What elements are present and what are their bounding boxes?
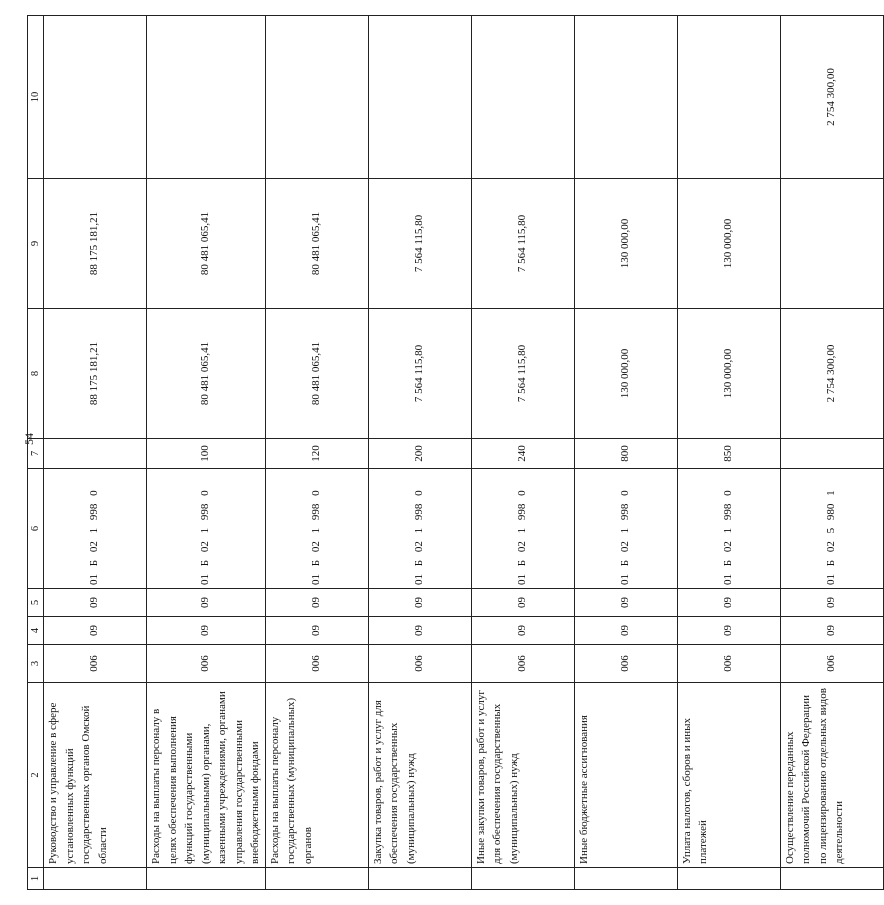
row-name-cell: Расходы на выплаты персоналу в целях обеспечения выполнения функций государственными (муниципальными) органами, казенными учреждениями, органами управления государственными внебюджетными фондами: [147, 683, 266, 868]
row-number-cell: [265, 868, 368, 890]
ministry-code-cell: 006: [368, 645, 471, 683]
subsection-code-cell: 09: [471, 589, 574, 617]
row-number-cell: [471, 868, 574, 890]
expense-type-cell: 200: [368, 439, 471, 469]
subsection-code-cell: 09: [574, 589, 677, 617]
amount-col10-cell: [265, 16, 368, 179]
table-row: [574, 16, 677, 890]
col-header: 1: [28, 868, 44, 890]
amount-total-cell: 88 175 181,21: [44, 309, 147, 439]
page-number: 54: [22, 433, 36, 445]
table-row: [368, 16, 471, 890]
row-number-cell: [677, 868, 780, 890]
expense-type-cell: 120: [265, 439, 368, 469]
section-code-cell: 09: [471, 617, 574, 645]
row-number-cell: [574, 868, 677, 890]
amount-total-cell: 130 000,00: [677, 309, 780, 439]
amount-col9-cell: 130 000,00: [677, 179, 780, 309]
ministry-code-cell: 006: [677, 645, 780, 683]
amount-total-cell: 80 481 065,41: [147, 309, 266, 439]
amount-col9-cell: 130 000,00: [574, 179, 677, 309]
amount-col9-cell: 80 481 065,41: [147, 179, 266, 309]
subsection-code-cell: 09: [780, 589, 883, 617]
col-header: 8: [28, 309, 44, 439]
header-row: [28, 16, 44, 890]
table-row: [677, 16, 780, 890]
col-header: 3: [28, 645, 44, 683]
ministry-code-cell: 006: [265, 645, 368, 683]
amount-total-cell: 2 754 300,00: [780, 309, 883, 439]
col-header: 6: [28, 469, 44, 589]
target-article-cell: 01 Б 02 1 998 0: [677, 469, 780, 589]
ministry-code-cell: 006: [780, 645, 883, 683]
row-number-cell: [368, 868, 471, 890]
row-number-cell: [147, 868, 266, 890]
col-header: 7: [28, 439, 44, 469]
table-row: [147, 16, 266, 890]
section-code-cell: 09: [44, 617, 147, 645]
row-name-cell: Закупка товаров, работ и услуг для обеспечения государственных (муниципальных) нужд: [368, 683, 471, 868]
target-article-cell: 01 Б 02 1 998 0: [368, 469, 471, 589]
amount-col10-cell: [147, 16, 266, 179]
expense-type-cell: 100: [147, 439, 266, 469]
col-header: 10: [28, 16, 44, 179]
table-row: [780, 16, 883, 890]
amount-col10-cell: [44, 16, 147, 179]
amount-col10-cell: [574, 16, 677, 179]
expense-type-cell: 850: [677, 439, 780, 469]
ministry-code-cell: 006: [44, 645, 147, 683]
row-name-cell: Расходы на выплаты персоналу государственных (муниципальных) органов: [265, 683, 368, 868]
amount-total-cell: 80 481 065,41: [265, 309, 368, 439]
amount-total-cell: 130 000,00: [574, 309, 677, 439]
budget-table-rotated: [27, 16, 846, 890]
section-code-cell: 09: [368, 617, 471, 645]
amount-col9-cell: [780, 179, 883, 309]
amount-total-cell: 7 564 115,80: [368, 309, 471, 439]
amount-col9-cell: 7 564 115,80: [368, 179, 471, 309]
col-header: 4: [28, 617, 44, 645]
row-name-cell: Иные бюджетные ассигнования: [574, 683, 677, 868]
table-row: [265, 16, 368, 890]
row-number-cell: [780, 868, 883, 890]
section-code-cell: 09: [780, 617, 883, 645]
target-article-cell: 01 Б 02 1 998 0: [147, 469, 266, 589]
target-article-cell: 01 Б 02 1 998 0: [265, 469, 368, 589]
amount-col9-cell: 80 481 065,41: [265, 179, 368, 309]
expense-type-cell: [780, 439, 883, 469]
row-name-cell: Осуществление переданных полномочий Российской Федерации по лицензированию отдельных видов деятельности: [780, 683, 883, 868]
amount-col10-cell: 2 754 300,00: [780, 16, 883, 179]
table-row: [471, 16, 574, 890]
ministry-code-cell: 006: [574, 645, 677, 683]
section-code-cell: 09: [147, 617, 266, 645]
amount-col9-cell: 88 175 181,21: [44, 179, 147, 309]
expense-type-cell: 240: [471, 439, 574, 469]
expense-type-cell: [44, 439, 147, 469]
amount-col10-cell: [677, 16, 780, 179]
section-code-cell: 09: [574, 617, 677, 645]
amount-col9-cell: 7 564 115,80: [471, 179, 574, 309]
section-code-cell: 09: [677, 617, 780, 645]
expense-type-cell: 800: [574, 439, 677, 469]
subsection-code-cell: 09: [677, 589, 780, 617]
section-code-cell: 09: [265, 617, 368, 645]
subsection-code-cell: 09: [44, 589, 147, 617]
ministry-code-cell: 006: [147, 645, 266, 683]
row-number-cell: [44, 868, 147, 890]
amount-col10-cell: [368, 16, 471, 179]
col-header: 5: [28, 589, 44, 617]
row-name-cell: Руководство и управление в сфере установленных функций государственных органов Омской области: [44, 683, 147, 868]
col-header: 2: [28, 683, 44, 868]
budget-table: [27, 15, 884, 890]
amount-total-cell: 7 564 115,80: [471, 309, 574, 439]
target-article-cell: 01 Б 02 5 980 1: [780, 469, 883, 589]
table-row: [44, 16, 147, 890]
subsection-code-cell: 09: [368, 589, 471, 617]
amount-col10-cell: [471, 16, 574, 179]
row-name-cell: Иные закупки товаров, работ и услуг для обеспечения государственных (муниципальных) нужд: [471, 683, 574, 868]
target-article-cell: 01 Б 02 1 998 0: [574, 469, 677, 589]
target-article-cell: 01 Б 02 1 998 0: [44, 469, 147, 589]
target-article-cell: 01 Б 02 1 998 0: [471, 469, 574, 589]
col-header: 9: [28, 179, 44, 309]
subsection-code-cell: 09: [265, 589, 368, 617]
row-name-cell: Уплата налогов, сборов и иных платежей: [677, 683, 780, 868]
ministry-code-cell: 006: [471, 645, 574, 683]
subsection-code-cell: 09: [147, 589, 266, 617]
